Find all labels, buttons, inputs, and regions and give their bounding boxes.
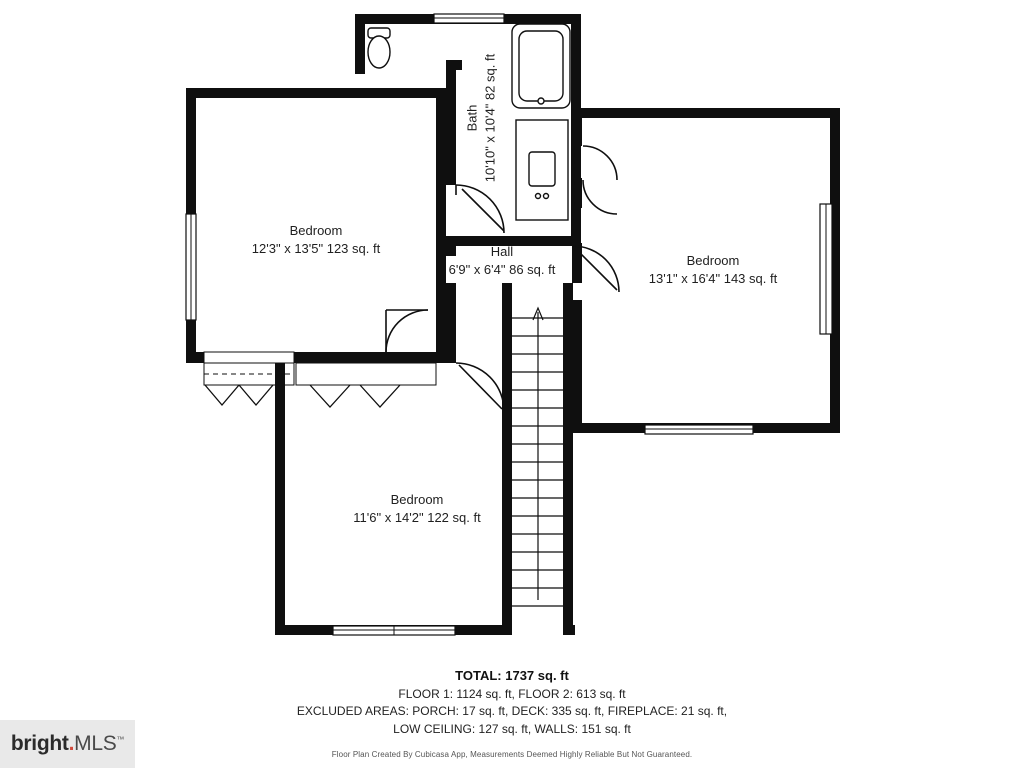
- excluded-areas-line-2: LOW CEILING: 127 sq. ft, WALLS: 151 sq. ft: [393, 721, 631, 736]
- staircase: [512, 300, 563, 635]
- room-name: Bedroom: [686, 253, 740, 268]
- room-name: Bedroom: [390, 492, 444, 507]
- bright-mls-watermark: [0, 720, 135, 768]
- total-area: TOTAL: 1737 sq. ft: [455, 668, 569, 683]
- watermark-accent-dot: .: [68, 732, 75, 755]
- trademark-icon: ™: [116, 735, 125, 744]
- room-name: Hall: [490, 244, 514, 259]
- room-dims: 6'9" x 6'4" 86 sq. ft: [448, 261, 556, 277]
- room-name: Bedroom: [289, 223, 343, 238]
- watermark-mls-text: MLS: [74, 732, 117, 755]
- room-label-bedroom-right: [649, 252, 777, 287]
- room-name: Bath: [464, 104, 480, 132]
- room-label-bedroom-bottom: [353, 491, 480, 526]
- floor-breakdown: FLOOR 1: 1124 sq. ft, FLOOR 2: 613 sq. ft: [398, 687, 626, 701]
- room-label-hall: [449, 243, 556, 278]
- room-label-bath: [463, 54, 498, 182]
- excluded-areas-line-1: EXCLUDED AREAS: PORCH: 17 sq. ft, DECK: 335 sq. ft, FIREPLACE: 21 sq. ft,: [296, 704, 728, 719]
- room-dims: 11'6" x 14'2" 122 sq. ft: [353, 509, 481, 525]
- room-label-bedroom-top-left: [252, 222, 380, 257]
- room-dims: 10'10" x 10'4" 82 sq. ft: [482, 53, 497, 183]
- watermark-bright-text: bright: [10, 732, 69, 755]
- room-dims: 12'3" x 13'5" 123 sq. ft: [251, 240, 381, 256]
- floorplan-credit: Floor Plan Created By Cubicasa App, Measurements Deemed Highly Reliable But Not Guaranteed.: [331, 750, 693, 760]
- area-summary: [0, 668, 1024, 759]
- room-dims: 13'1" x 16'4" 143 sq. ft: [648, 270, 778, 286]
